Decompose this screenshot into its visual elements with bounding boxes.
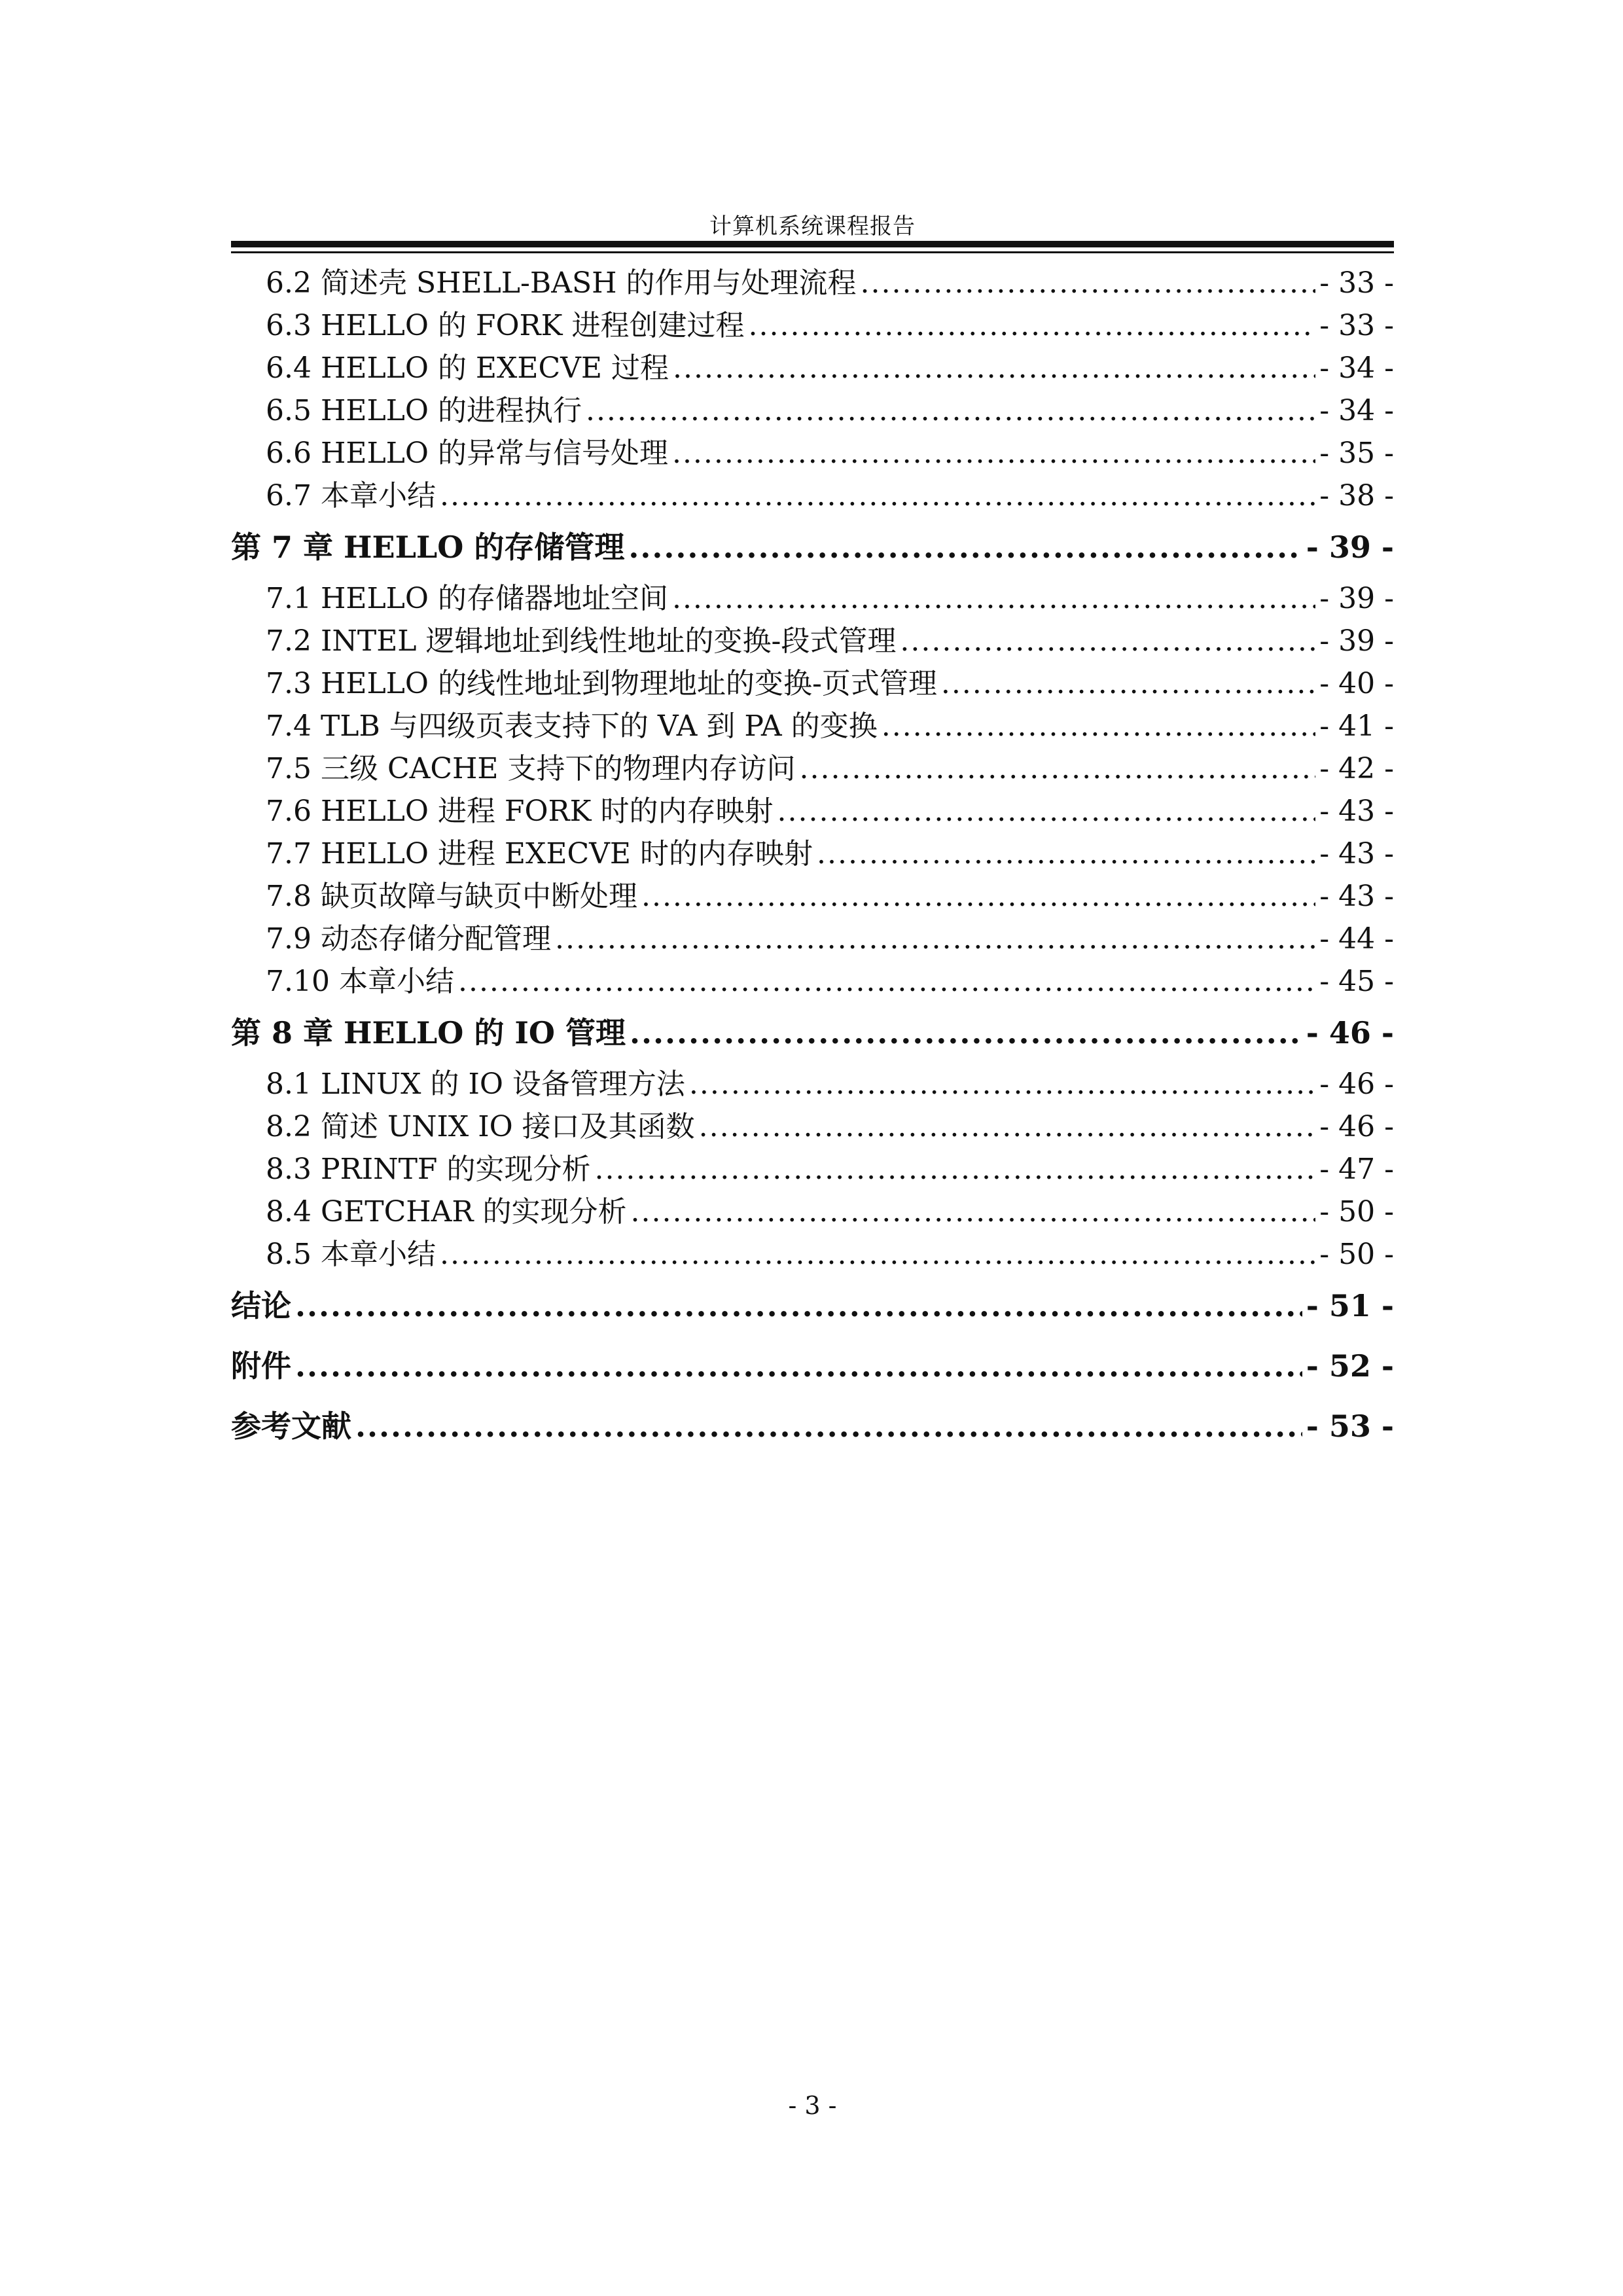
toc-leader-dots — [295, 1336, 1302, 1396]
toc-leader-dots — [749, 304, 1316, 347]
toc-entry-label: 8.2 简述 UNIX IO 接口及其函数 — [266, 1110, 695, 1143]
toc-entry-page: - 33 - — [1319, 266, 1394, 300]
toc-entry-label: 6.6 HELLO 的异常与信号处理 — [266, 437, 668, 470]
toc-entry-label: 6.5 HELLO 的进程执行 — [266, 394, 582, 427]
toc-section-entry[interactable] — [231, 1233, 1394, 1276]
toc-entry-label: 7.6 HELLO 进程 FORK 时的内存映射 — [266, 795, 774, 828]
toc-entry-page: - 45 - — [1319, 965, 1394, 998]
toc-entry-page: - 39 - — [1319, 582, 1394, 615]
toc-entry-page: - 34 - — [1319, 394, 1394, 427]
page-header-title: 计算机系统课程报告 — [709, 213, 916, 240]
toc-leader-dots — [882, 705, 1316, 747]
page-number: - 3 - — [788, 2091, 837, 2120]
toc-entry-label: 8.5 本章小结 — [266, 1238, 436, 1271]
toc-leader-dots — [861, 262, 1316, 304]
toc-section-entry[interactable] — [231, 1148, 1394, 1191]
toc-entry-page: - 44 - — [1319, 922, 1394, 956]
toc-section-entry[interactable] — [231, 347, 1394, 389]
toc-leader-dots — [641, 875, 1315, 918]
header-rule-thin — [231, 251, 1394, 253]
toc-entry-page: - 46 - — [1319, 1110, 1394, 1143]
toc-entry-label: 8.3 PRINTF 的实现分析 — [266, 1153, 591, 1186]
toc-leader-dots — [777, 790, 1316, 833]
toc-leader-dots — [628, 517, 1302, 577]
toc-section-entry[interactable] — [231, 1105, 1394, 1148]
toc-entry-label: 7.5 三级 CACHE 支持下的物理内存访问 — [266, 752, 796, 785]
toc-entry-page: - 46 - — [1306, 1015, 1394, 1050]
toc-entry-label: 7.3 HELLO 的线性地址到物理地址的变换-页式管理 — [266, 667, 937, 700]
toc-entry-label: 7.7 HELLO 进程 EXECVE 时的内存映射 — [266, 837, 813, 870]
toc-entry-page: - 35 - — [1319, 437, 1394, 470]
toc-entry-label: 结论 — [231, 1288, 291, 1323]
toc-section-entry[interactable] — [231, 389, 1394, 432]
toc-section-entry[interactable] — [231, 705, 1394, 747]
toc-entry-label: 8.4 GETCHAR 的实现分析 — [266, 1195, 627, 1229]
toc-entry-page: - 52 - — [1306, 1348, 1394, 1384]
toc-entry-label: 6.7 本章小结 — [266, 479, 436, 512]
toc-leader-dots — [941, 662, 1315, 705]
toc-entry-page: - 41 - — [1319, 709, 1394, 743]
toc-section-entry[interactable] — [231, 475, 1394, 517]
toc-entry-page: - 46 - — [1319, 1067, 1394, 1101]
toc-section-entry[interactable] — [231, 304, 1394, 347]
toc-entry-label: 7.1 HELLO 的存储器地址空间 — [266, 582, 668, 615]
toc-entry-page: - 50 - — [1319, 1238, 1394, 1271]
toc-section-entry[interactable] — [231, 432, 1394, 475]
toc-entry-label: 7.8 缺页故障与缺页中断处理 — [266, 880, 637, 913]
toc-leader-dots — [594, 1148, 1315, 1191]
toc-section-entry[interactable] — [231, 747, 1394, 790]
toc-chapter-entry[interactable] — [231, 517, 1394, 577]
toc-entry-page: - 39 - — [1306, 529, 1394, 565]
header-rule-thick — [231, 241, 1394, 247]
toc-leader-dots — [458, 960, 1315, 1003]
toc-entry-label: 第 8 章 HELLO 的 IO 管理 — [231, 1015, 626, 1050]
toc-entry-page: - 43 - — [1319, 795, 1394, 828]
toc-section-entry[interactable] — [231, 1191, 1394, 1233]
toc-leader-dots — [440, 1233, 1315, 1276]
toc-section-entry[interactable] — [231, 620, 1394, 662]
toc-leader-dots — [672, 577, 1315, 620]
toc-section-entry[interactable] — [231, 960, 1394, 1003]
toc-entry-label: 7.4 TLB 与四级页表支持下的 VA 到 PA 的变换 — [266, 709, 878, 743]
toc-leader-dots — [630, 1003, 1302, 1063]
toc-section-entry[interactable] — [231, 662, 1394, 705]
toc-leader-dots — [586, 389, 1315, 432]
toc-section-entry[interactable] — [231, 790, 1394, 833]
toc-entry-page: - 47 - — [1319, 1153, 1394, 1186]
toc-section-entry[interactable] — [231, 875, 1394, 918]
toc-chapter-entry[interactable] — [231, 1003, 1394, 1063]
toc-leader-dots — [672, 432, 1315, 475]
toc-entry-label: 附件 — [231, 1348, 291, 1384]
toc-chapter-entry[interactable] — [231, 1276, 1394, 1336]
toc-leader-dots — [699, 1105, 1316, 1148]
toc-entry-label: 6.3 HELLO 的 FORK 进程创建过程 — [266, 309, 745, 342]
toc-chapter-entry[interactable] — [231, 1336, 1394, 1396]
toc-entry-label: 7.9 动态存储分配管理 — [266, 922, 551, 956]
toc-entry-page: - 34 - — [1319, 351, 1394, 385]
toc-entry-label: 6.4 HELLO 的 EXECVE 过程 — [266, 351, 669, 385]
toc-leader-dots — [355, 1396, 1302, 1456]
table-of-contents — [231, 262, 1394, 1456]
toc-chapter-entry[interactable] — [231, 1396, 1394, 1456]
toc-entry-label: 7.2 INTEL 逻辑地址到线性地址的变换-段式管理 — [266, 624, 897, 658]
toc-entry-label: 6.2 简述壳 SHELL-BASH 的作用与处理流程 — [266, 266, 857, 300]
toc-entry-label: 7.10 本章小结 — [266, 965, 454, 998]
toc-leader-dots — [817, 833, 1315, 875]
toc-section-entry[interactable] — [231, 918, 1394, 960]
toc-section-entry[interactable] — [231, 1063, 1394, 1105]
toc-leader-dots — [631, 1191, 1316, 1233]
toc-entry-page: - 39 - — [1319, 624, 1394, 658]
toc-section-entry[interactable] — [231, 262, 1394, 304]
toc-entry-page: - 43 - — [1319, 837, 1394, 870]
toc-section-entry[interactable] — [231, 577, 1394, 620]
toc-entry-label: 参考文献 — [231, 1408, 351, 1444]
toc-entry-page: - 42 - — [1319, 752, 1394, 785]
toc-entry-page: - 38 - — [1319, 479, 1394, 512]
toc-entry-page: - 40 - — [1319, 667, 1394, 700]
toc-leader-dots — [440, 475, 1315, 517]
toc-entry-page: - 53 - — [1306, 1408, 1394, 1444]
toc-leader-dots — [673, 347, 1315, 389]
toc-leader-dots — [555, 918, 1315, 960]
toc-leader-dots — [689, 1063, 1315, 1105]
toc-entry-label: 8.1 LINUX 的 IO 设备管理方法 — [266, 1067, 685, 1101]
toc-entry-page: - 50 - — [1319, 1195, 1394, 1229]
toc-section-entry[interactable] — [231, 833, 1394, 875]
toc-leader-dots — [800, 747, 1316, 790]
toc-entry-page: - 51 - — [1306, 1288, 1394, 1323]
toc-entry-page: - 43 - — [1319, 880, 1394, 913]
toc-entry-page: - 33 - — [1319, 309, 1394, 342]
toc-entry-label: 第 7 章 HELLO 的存储管理 — [231, 529, 625, 565]
toc-leader-dots — [295, 1276, 1302, 1336]
toc-leader-dots — [900, 620, 1315, 662]
